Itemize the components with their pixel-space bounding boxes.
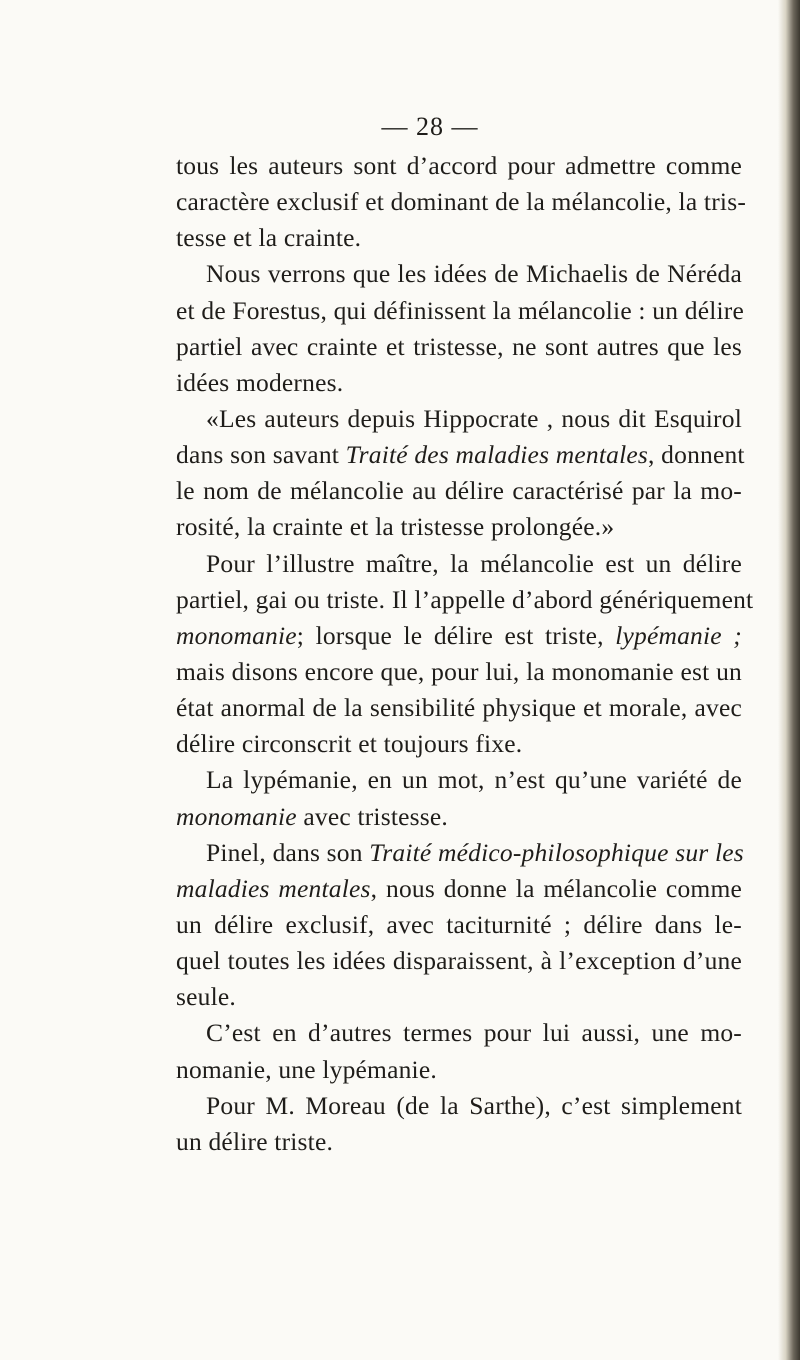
text-segment: ; lorsque le délire est triste, (296, 620, 616, 650)
text-line (176, 148, 742, 184)
text-segment: et de Forestus, qui définissent la mélancolie : un délire (176, 295, 745, 325)
text-segment: tesse et la crainte. (176, 223, 362, 253)
text-segment: , donnent (648, 440, 745, 470)
text-segment: Pour M. Moreau (de la Sarthe), c’est simplement (206, 1090, 742, 1120)
text-line (176, 871, 742, 907)
text-segment: tous les auteurs sont d’accord pour admettre comme (176, 151, 742, 180)
text-line (176, 762, 742, 798)
text-segment: partiel, gai ou triste. Il l’appelle d’abord génériquement (176, 584, 754, 614)
page-number: — 28 — (381, 112, 479, 141)
text-line (176, 509, 742, 545)
text-line (176, 1088, 742, 1124)
text-segment: dans son savant (176, 440, 346, 470)
text-line (176, 1124, 742, 1160)
text-line (176, 907, 742, 943)
text-segment: délire circonscrit et toujours fixe. (176, 729, 523, 759)
text-segment: , nous donne la mélancolie comme (370, 873, 742, 903)
text-segment: Pour l’illustre maître, la mélancolie est un délire (206, 548, 742, 578)
text-line (176, 546, 742, 582)
text-segment: C’est en d’autres termes pour lui aussi, une mo- (206, 1018, 742, 1048)
text-line (176, 293, 745, 329)
text-line (176, 582, 754, 618)
text-line (176, 401, 742, 437)
text-line (176, 365, 742, 401)
text-segment: un délire exclusif, avec taciturnité ; délire dans le- (176, 909, 742, 939)
text-line (176, 220, 742, 256)
text-line (176, 256, 742, 292)
text-segment: idées modernes. (176, 367, 344, 397)
text-segment: mais disons encore que, pour lui, la monomanie est un (176, 656, 742, 686)
text-line (176, 690, 742, 726)
text-segment: Pinel, dans son (206, 837, 370, 867)
text-segment: La lypémanie, en un mot, n’est qu’une variété de (206, 765, 742, 795)
text-line (176, 979, 742, 1015)
text-segment: avec tristesse. (296, 801, 448, 831)
text-line (176, 943, 742, 979)
text-line (176, 1052, 742, 1088)
text-line (176, 835, 742, 871)
italic-text: maladies mentales (176, 873, 371, 903)
text-segment: caractère exclusif et dominant de la mélancolie, la tris- (176, 187, 747, 217)
text-line (176, 329, 742, 365)
italic-text: monomanie (176, 620, 297, 650)
text-segment: le nom de mélancolie au délire caractérisé par la mo- (176, 476, 742, 506)
text-line (176, 799, 742, 835)
text-segment: état anormal de la sensibilité physique et morale, avec (176, 693, 742, 723)
text-segment: seule. (176, 982, 236, 1012)
text-segment: rosité, la crainte et la tristesse prolongée.» (176, 512, 615, 542)
text-line (176, 473, 742, 509)
text-line (176, 184, 747, 220)
text-segment: nomanie, une lypémanie. (176, 1054, 437, 1084)
book-spine-shadow (778, 0, 800, 1360)
text-line (176, 437, 745, 473)
text-line (176, 1015, 742, 1051)
italic-text: monomanie (176, 801, 297, 831)
text-line (176, 618, 742, 654)
body-text (176, 148, 754, 1160)
text-line (176, 726, 742, 762)
text-segment: un délire triste. (176, 1126, 334, 1156)
text-segment: Nous verrons que les idées de Michaelis de Néréda (206, 259, 742, 289)
text-segment: partiel avec crainte et tristesse, ne sont autres que les (176, 331, 742, 361)
italic-text: Traité médico-philosophique sur les (369, 837, 744, 867)
text-segment: quel toutes les idées disparaissent, à l’exception d’une (176, 946, 742, 976)
text-segment: «Les auteurs depuis Hippocrate , nous dit Esquirol (206, 403, 742, 433)
italic-text: Traité des maladies mentales (345, 440, 649, 470)
text-line (176, 654, 742, 690)
italic-text: lypémanie ; (615, 620, 742, 650)
